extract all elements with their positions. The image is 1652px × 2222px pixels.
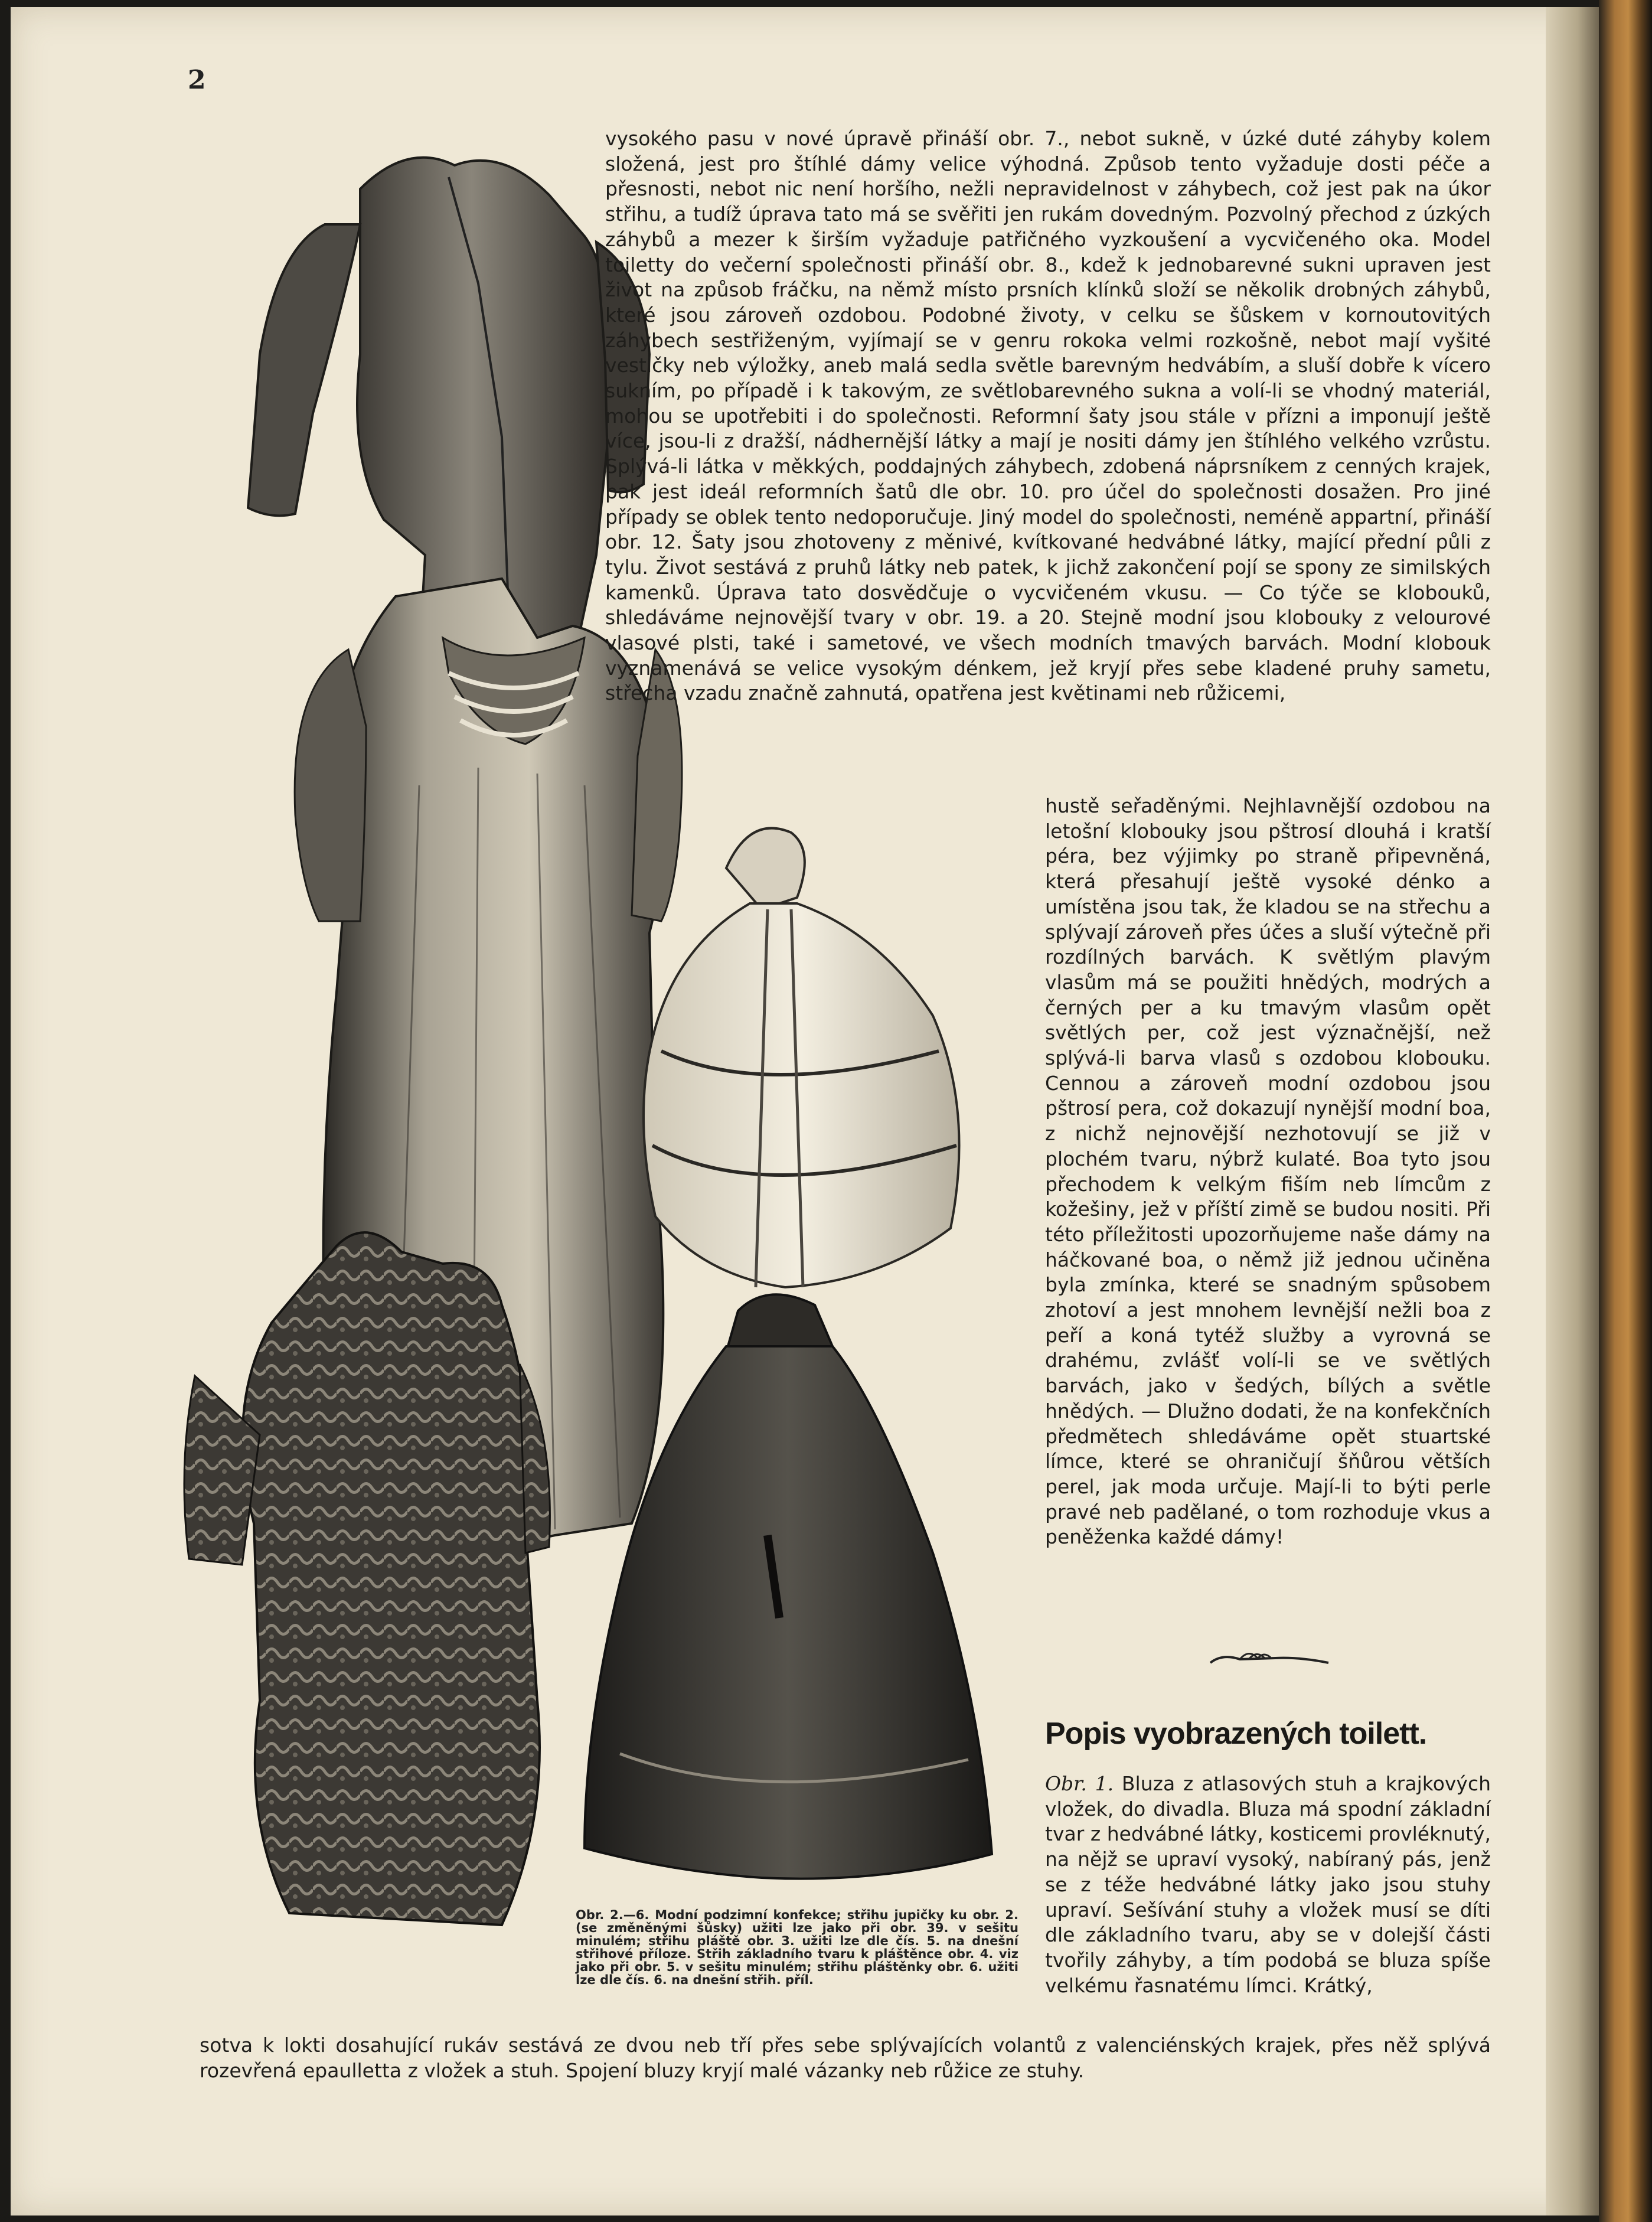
section-heading: Popis vyobrazených toilett. bbox=[1045, 1717, 1427, 1751]
ornament-divider-icon bbox=[1204, 1642, 1334, 1677]
article-text-top bbox=[605, 126, 1491, 706]
paragraph-right: hustě seřaděnými. Nejhlavnější ozdobou na letošní klobouky jsou pštrosí dlouhá i kratší péra, bez výjimky po straně připevněná, která přesahují ještě vysoké dénko a umístěna jsou tak, že kladou se na střechu a splývají zároveň přes účes a sluší výtečně při rozdílných barvách. K světlým plavým vlasům má se použiti hnědých, modrých a černých per a ku tmavým vlasům opět světlých per, což jest význačnější, než splývá-li barva vlasů s ozdobou klobouku. Cennou a zároveň modní ozdobou jsou pštrosí pera, což dokazují nynější modní boa, z nichž nejnovější nezhotovují se již v plochém tvaru, nýbrž kulaté. Boa tyto jsou přechodem k velkým fiším neb límcům z kožešiny, jež v příští zimě se budou nositi. Při této příležitosti upozorňujeme naše dámy na háčkované boa, o němž již jednou učiněna byla zmínka, které se snadným spůsobem zhotoví a jest mnohem levnější nežli boa z peří a koná tytéž služby a vyrovná se drahému, zvlášť volí-li se ve světlých barvách, jako v šedých, bílých a světle hnědých. — Dlužno dodati, že na konfekčních předmětech shledáváme opět stuartské límce, které se ohraničují šňůrou větších perel, jak moda určuje. Mají-li to býti perle pravé neb padělané, o tom rozhoduje vkus a peněženka každé dámy! bbox=[1045, 794, 1491, 1549]
page-number: 2 bbox=[188, 65, 206, 95]
figure-label: Obr. 1. bbox=[1045, 1772, 1114, 1795]
description-text bbox=[1045, 1771, 1491, 1998]
page-gutter bbox=[1546, 7, 1599, 2216]
book-spine-edge bbox=[1599, 0, 1652, 2222]
article-text-bottom bbox=[200, 2033, 1491, 2083]
description-body: Bluza z atlasových stuh a krajkových vložek, do divadla. Bluza má spodní základní tvar z hedvábné látky, kosticemi provléknutý, na nějž se upraví vysoký, nabíraný pás, jenž se z téže hedvábné látky jako jsou stuhy upraví. Sešívání stuhy a vložek musí se díti dle základního tvaru, aby se v dolejší části tvořily záhyby, a tím podobá se bluza spíše velkému řasnatému límci. Krátký, bbox=[1045, 1772, 1491, 1997]
paragraph-bottom: sotva k lokti dosahující rukáv sestává ze dvou neb tří přes sebe splývajících volantů z valenciénských krajek, přes něž splývá rozevřená epaulletta z vložek a stuh. Spojení bluzy kryjí malé vázanky neb růžice ze stuhy. bbox=[200, 2034, 1491, 2082]
fur-coat-figure bbox=[184, 1232, 550, 1925]
figure-caption: Obr. 2.—6. Modní podzimní konfekce; střihu jupičky ku obr. 2. (se změněnými šůsky) užiti lze jako při obr. 39. v sešitu minulém; střihu pláště obr. 3. užiti lze dle čís. 5. na dnešní střihové příloze. Střih základního tvaru k pláštěnce obr. 4. viz jako při obr. 5. v sešitu minulém; střihu pláštěnky obr. 6. užiti lze dle čís. 6. na dnešní střih. příl. bbox=[576, 1908, 1018, 1987]
article-text-right bbox=[1045, 794, 1491, 1550]
paragraph-top: vysokého pasu v nové úpravě přináší obr. 7., nebot sukně, v úzké duté záhyby kolem složená, jest pro štíhlé dámy velice výhodná. Způsob tento vyžaduje dosti péče a přesnosti, nebot nic není horšího, nežli nepravidelnost v záhybech, což jest pak na úkor střihu, a tudíž úprava tato má se svěřiti jen rukám dovedným. Pozvolný přechod z úzkých záhybů a mezer k širším vyžaduje patřičného vyzkoušení a vycvičeného oka. Model toiletty do večerní společnosti přináší obr. 8., kdež k jednobarevné sukni upraven jest život na způsob fráčku, na němž místo prsních klínků složí se několik drobných záhybů, které jsou zároveň ozdobou. Podobné životy, v celku se šůskem v kornoutovitých záhybech sestřiženým, vyjímají se v genru rokoka velmi rozkošně, nebot mají vyšité vestičky neb výložky, aneb malá sedla světle barevným hedvábím, a sluší dobře k vícero sukním, po případě i k takovým, ze světlobarevného sukna a volí-li se vhodný materiál, mohou se upotřebiti i do společnosti. Reformní šaty jsou stále v přízni a imponují ještě více, jsou-li z dražší, nádhernější látky a mají je nositi dámy jen štíhlého velkého vzrůstu. Splývá-li látka v měkkých, poddajných záhybech, zdobená náprsníkem z cenných krajek, pak jest ideál reformních šatů dle obr. 10. pro účel do společnosti dosažen. Pro jiné případy se oblek tento nedoporučuje. Jiný model do společnosti, neméně appartní, přináší obr. 12. Šaty jsou zhotoveny z měnivé, kvítkované hedvábné látky, mající přední půli z tylu. Život sestává z pruhů látky neb patek, k jichž zakončení pojí se spony ze similských kamenků. Úprava tato dosvědčuje o vycvičeném vkusu. — Co týče se klobouků, shledáváme nejnovější tvary v obr. 19. a 20. Stejně modní jsou klobouky z velourové vlasové plsti, také i sametové, ve všech modních tmavých barvách. Modní klobouk vyznamenává se velice vysokým dénkem, jež kryjí přes sebe kladené pruhy sametu, střecha vzadu značně zahnutá, opatřena jest květinami neb růžicemi, bbox=[605, 127, 1491, 705]
light-cape-figure bbox=[644, 828, 959, 1288]
